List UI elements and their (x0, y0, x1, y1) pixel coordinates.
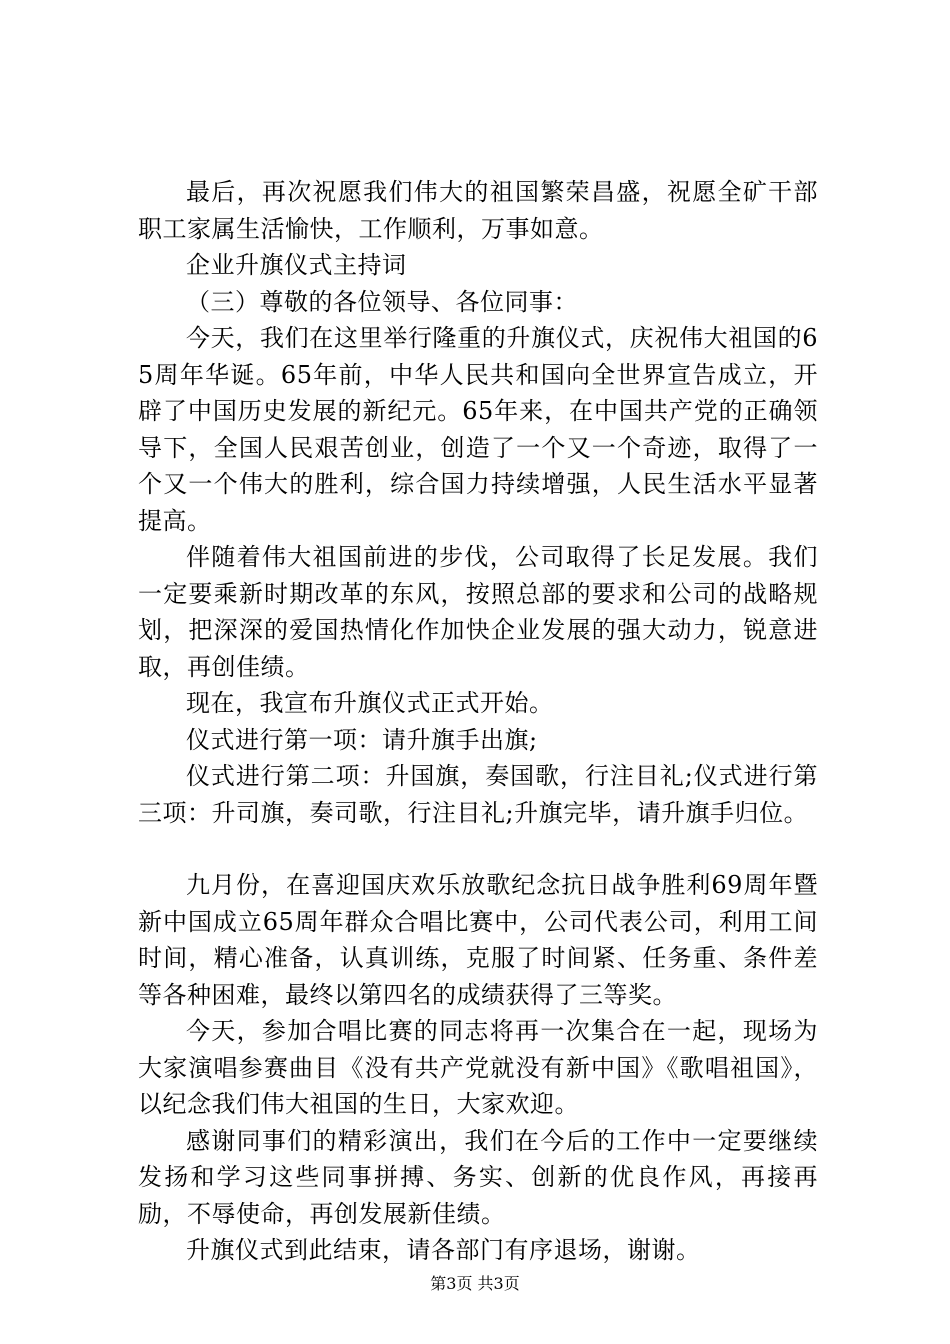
page-number-label: 第3页 共3页 (430, 1274, 520, 1293)
paragraph-closing-wishes: 最后，再次祝愿我们伟大的祖国繁荣昌盛，祝愿全矿干部职工家属生活愉快，工作顺利，万事如意。 (138, 178, 818, 243)
paragraph-step-one: 仪式进行第一项：请升旗手出旗; (186, 725, 538, 754)
paragraph-gap (138, 831, 818, 867)
paragraph-company-development: 伴随着伟大祖国前进的步伐，公司取得了长足发展。我们一定要乘新时期改革的东风，按照总部的要求和公司的战略规划，把深深的爱国热情化作加快企业发展的强大动力，锐意进取，再创佳绩。 (138, 543, 818, 681)
document-body (138, 174, 818, 1269)
paragraph-salutation: （三）尊敬的各位领导、各位同事： (186, 287, 578, 316)
paragraph-ceremony-start: 现在，我宣布升旗仪式正式开始。 (186, 689, 554, 717)
paragraph-step-two-three: 仪式进行第二项：升国旗，奏国歌，行注目礼;仪式进行第三项：升司旗，奏司歌，行注目礼;升旗完毕，请升旗手归位。 (138, 762, 818, 827)
paragraph-thanks: 感谢同事们的精彩演出，我们在今后的工作中一定要继续发扬和学习这些同事拼搏、务实、创新的优良作风，再接再励，不辱使命，再创发展新佳绩。 (138, 1126, 818, 1228)
paragraph-choir-contest: 九月份，在喜迎国庆欢乐放歌纪念抗日战争胜利69周年暨新中国成立65周年群众合唱比赛中，公司代表公司，利用工间时间，精心准备，认真训练，克服了时间紧、任务重、条件差等各种困难，最终以第四名的成绩获得了三等奖。 (138, 871, 818, 1009)
paragraph-choir-performance: 今天，参加合唱比赛的同志将再一次集合在一起，现场为大家演唱参赛曲目《没有共产党就没有新中国》《歌唱祖国》，以纪念我们伟大祖国的生日，大家欢迎。 (138, 1017, 818, 1118)
paragraph-anniversary: 今天，我们在这里举行隆重的升旗仪式，庆祝伟大祖国的65周年华诞。65年前，中华人民共和国向全世界宣告成立，开辟了中国历史发展的新纪元。65年来，在中国共产党的正确领导下，全国人民艰苦创业，创造了一个又一个奇迹，取得了一个又一个伟大的胜利，综合国力持续增强，人民生活水平显著提高。 (138, 324, 818, 535)
paragraph-ceremony-end: 升旗仪式到此结束，请各部门有序退场，谢谢。 (186, 1236, 701, 1264)
paragraph-heading: 企业升旗仪式主持词 (186, 251, 407, 279)
page-footer (0, 1274, 950, 1294)
